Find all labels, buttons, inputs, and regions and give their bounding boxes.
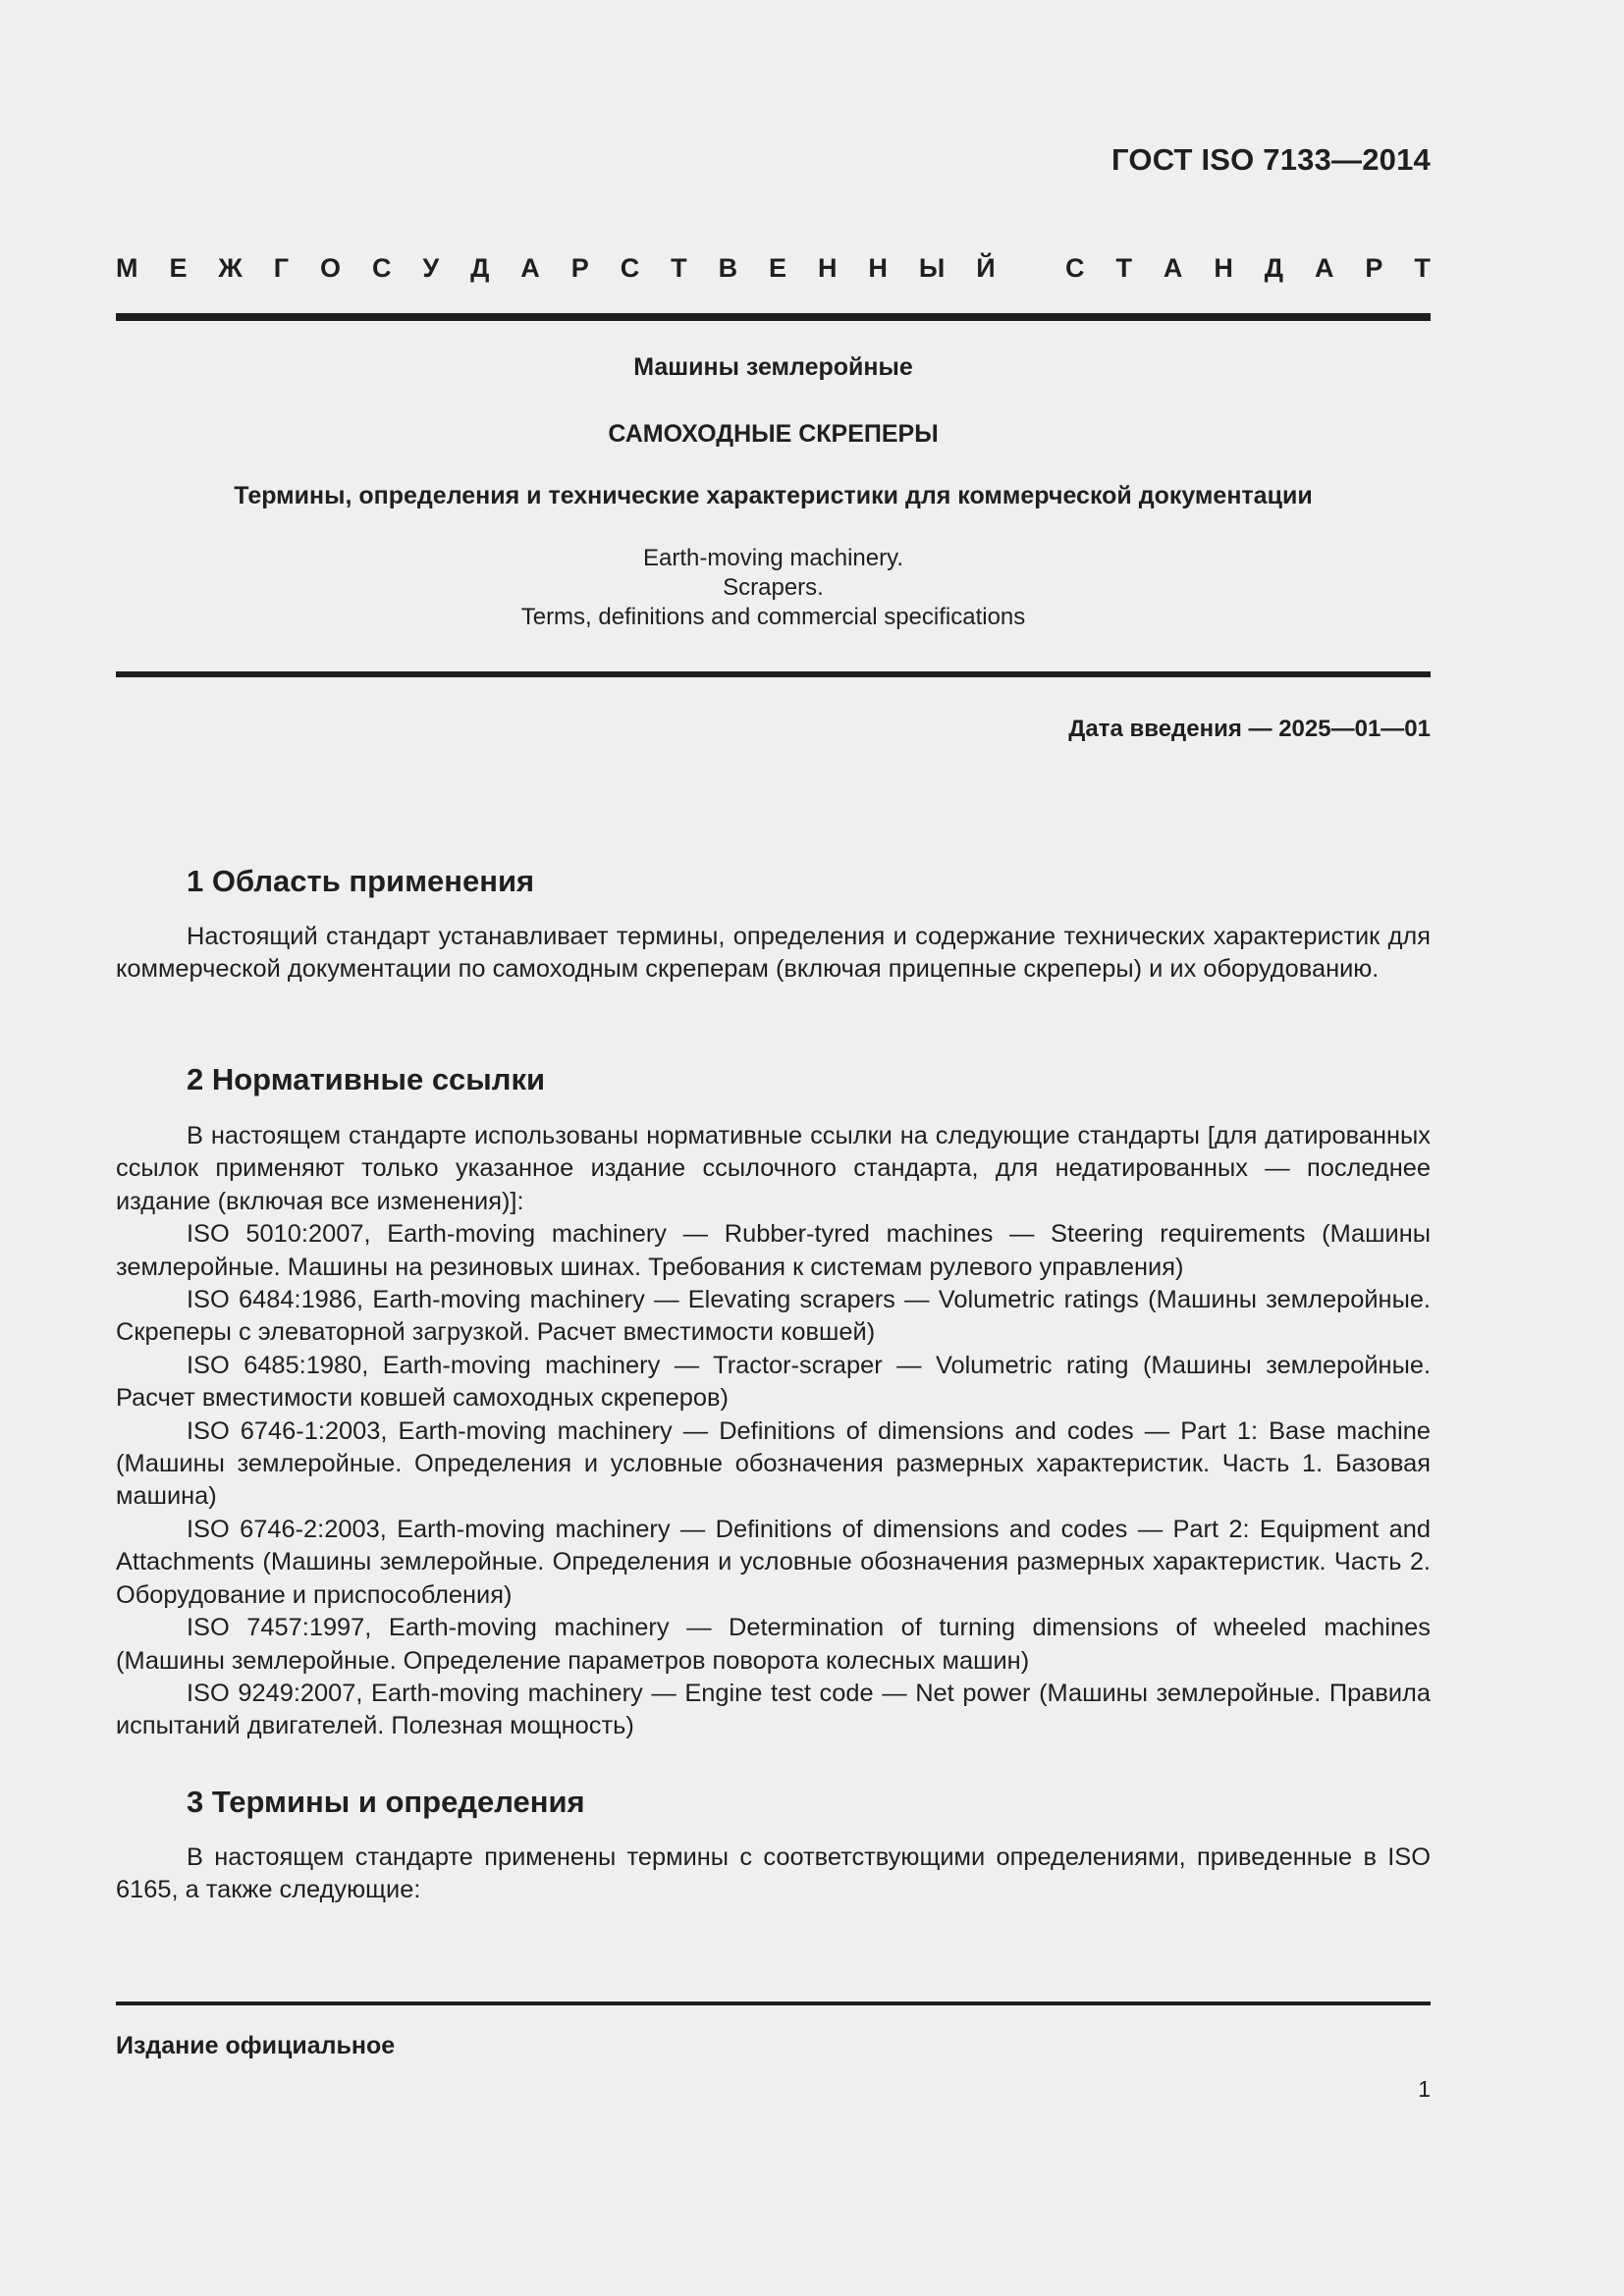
section-3-heading: 3 Термины и определения xyxy=(187,1785,585,1819)
letter: Р xyxy=(570,253,589,283)
official-edition-label: Издание официальное xyxy=(116,2032,396,2059)
letter: Ж xyxy=(218,253,243,283)
section-1-body xyxy=(116,921,1431,987)
letter: М xyxy=(116,253,138,283)
word-gap xyxy=(1027,253,1035,284)
letter: Т xyxy=(1414,253,1431,283)
letter: Н xyxy=(868,253,888,283)
letter: А xyxy=(1314,253,1334,283)
letter: Н xyxy=(1214,253,1233,283)
title-rule xyxy=(116,671,1431,677)
header-rule xyxy=(116,313,1431,321)
page-number: 1 xyxy=(1418,2076,1431,2102)
footer-rule xyxy=(116,2002,1431,2005)
paragraph: В настоящем стандарте использованы нормативные ссылки на следующие стандарты [для датированных ссылок применяют только указанное издание ссылочного стандарта, для недатированных — последнее издание (включая все изменения)]: xyxy=(116,1122,1431,1215)
letter: В xyxy=(718,253,738,283)
letter: Й xyxy=(976,253,996,283)
letter: Г xyxy=(273,253,290,283)
letter: Д xyxy=(1264,253,1283,283)
letter: Е xyxy=(769,253,787,283)
letter: Т xyxy=(671,253,687,283)
reference-item: ISO 7457:1997, Earth-moving machinery — Determination of turning dimensions of wheeled machines (Машины землеройные. Определение параметров поворота колесных машин) xyxy=(116,1614,1431,1675)
introduction-date: Дата введения — 2025—01—01 xyxy=(1068,716,1431,742)
reference-item: ISO 5010:2007, Earth-moving machinery — Rubber-tyred machines — Steering requirements (Машины землеройные. Машины на резиновых шинах. Требования к системам рулевого управления) xyxy=(116,1220,1431,1281)
letter: У xyxy=(422,253,440,283)
letter: Ы xyxy=(918,253,946,283)
title-english-line: Terms, definitions and commercial specifications xyxy=(520,604,1026,630)
title-sub: Термины, определения и технические характеристики для коммерческой документации xyxy=(234,482,1313,509)
letter: Е xyxy=(169,253,188,283)
title-group: Машины землеройные xyxy=(633,353,913,381)
letter: С xyxy=(1065,253,1085,283)
letter: А xyxy=(520,253,540,283)
paragraph: Настоящий стандарт устанавливает термины, определения и содержание технических характеристик для коммерческой документации по самоходным скреперам (включая прицепные скреперы) и их оборудованию. xyxy=(116,923,1431,984)
letter: С xyxy=(620,253,640,283)
reference-item: ISO 9249:2007, Earth-moving machinery — Engine test code — Net power (Машины землеройные. Правила испытаний двигателей. Полезная мощность) xyxy=(116,1679,1431,1740)
paragraph: В настоящем стандарте применены термины с соответствующими определениями, приведенные в ISO 6165, а также следующие: xyxy=(116,1843,1431,1904)
letter: А xyxy=(1163,253,1183,283)
section-3-body xyxy=(116,1842,1431,1907)
interstate-standard-label xyxy=(116,253,1431,284)
title-main: САМОХОДНЫЕ СКРЕПЕРЫ xyxy=(608,420,939,448)
reference-item: ISO 6485:1980, Earth-moving machinery — Tractor-scraper — Volumetric rating (Машины землеройные. Расчет вместимости ковшей самоходных скреперов) xyxy=(116,1351,1431,1413)
letter: Р xyxy=(1365,253,1383,283)
title-english xyxy=(116,544,1431,632)
letter: Д xyxy=(470,253,490,283)
document-number: ГОСТ ISO 7133—2014 xyxy=(1111,142,1431,177)
title-english-line: Scrapers. xyxy=(723,574,824,601)
reference-item: ISO 6484:1986, Earth-moving machinery — Elevating scrapers — Volumetric ratings (Машины землеройные. Скреперы с элеваторной загрузкой. Расчет вместимости ковшей) xyxy=(116,1286,1431,1347)
reference-item: ISO 6746-2:2003, Earth-moving machinery — Definitions of dimensions and codes — Part 2: Equipment and Attachments (Машины землеройные. Определения и условные обозначения размерных характеристик. Часть 2. Оборудование и приспособления) xyxy=(116,1515,1431,1609)
letter: О xyxy=(319,253,341,283)
section-2-heading: 2 Нормативные ссылки xyxy=(187,1062,546,1096)
title-english-line: Earth-moving machinery. xyxy=(643,545,903,571)
letter: Т xyxy=(1115,253,1132,283)
reference-item: ISO 6746-1:2003, Earth-moving machinery — Definitions of dimensions and codes — Part 1: Base machine (Машины землеройные. Определения и условные обозначения размерных характеристик. Часть 1. Базовая машина) xyxy=(116,1416,1431,1511)
section-1-heading: 1 Область применения xyxy=(187,864,535,898)
letter: Н xyxy=(817,253,838,283)
letter: С xyxy=(371,253,392,283)
section-2-body xyxy=(116,1120,1431,1743)
